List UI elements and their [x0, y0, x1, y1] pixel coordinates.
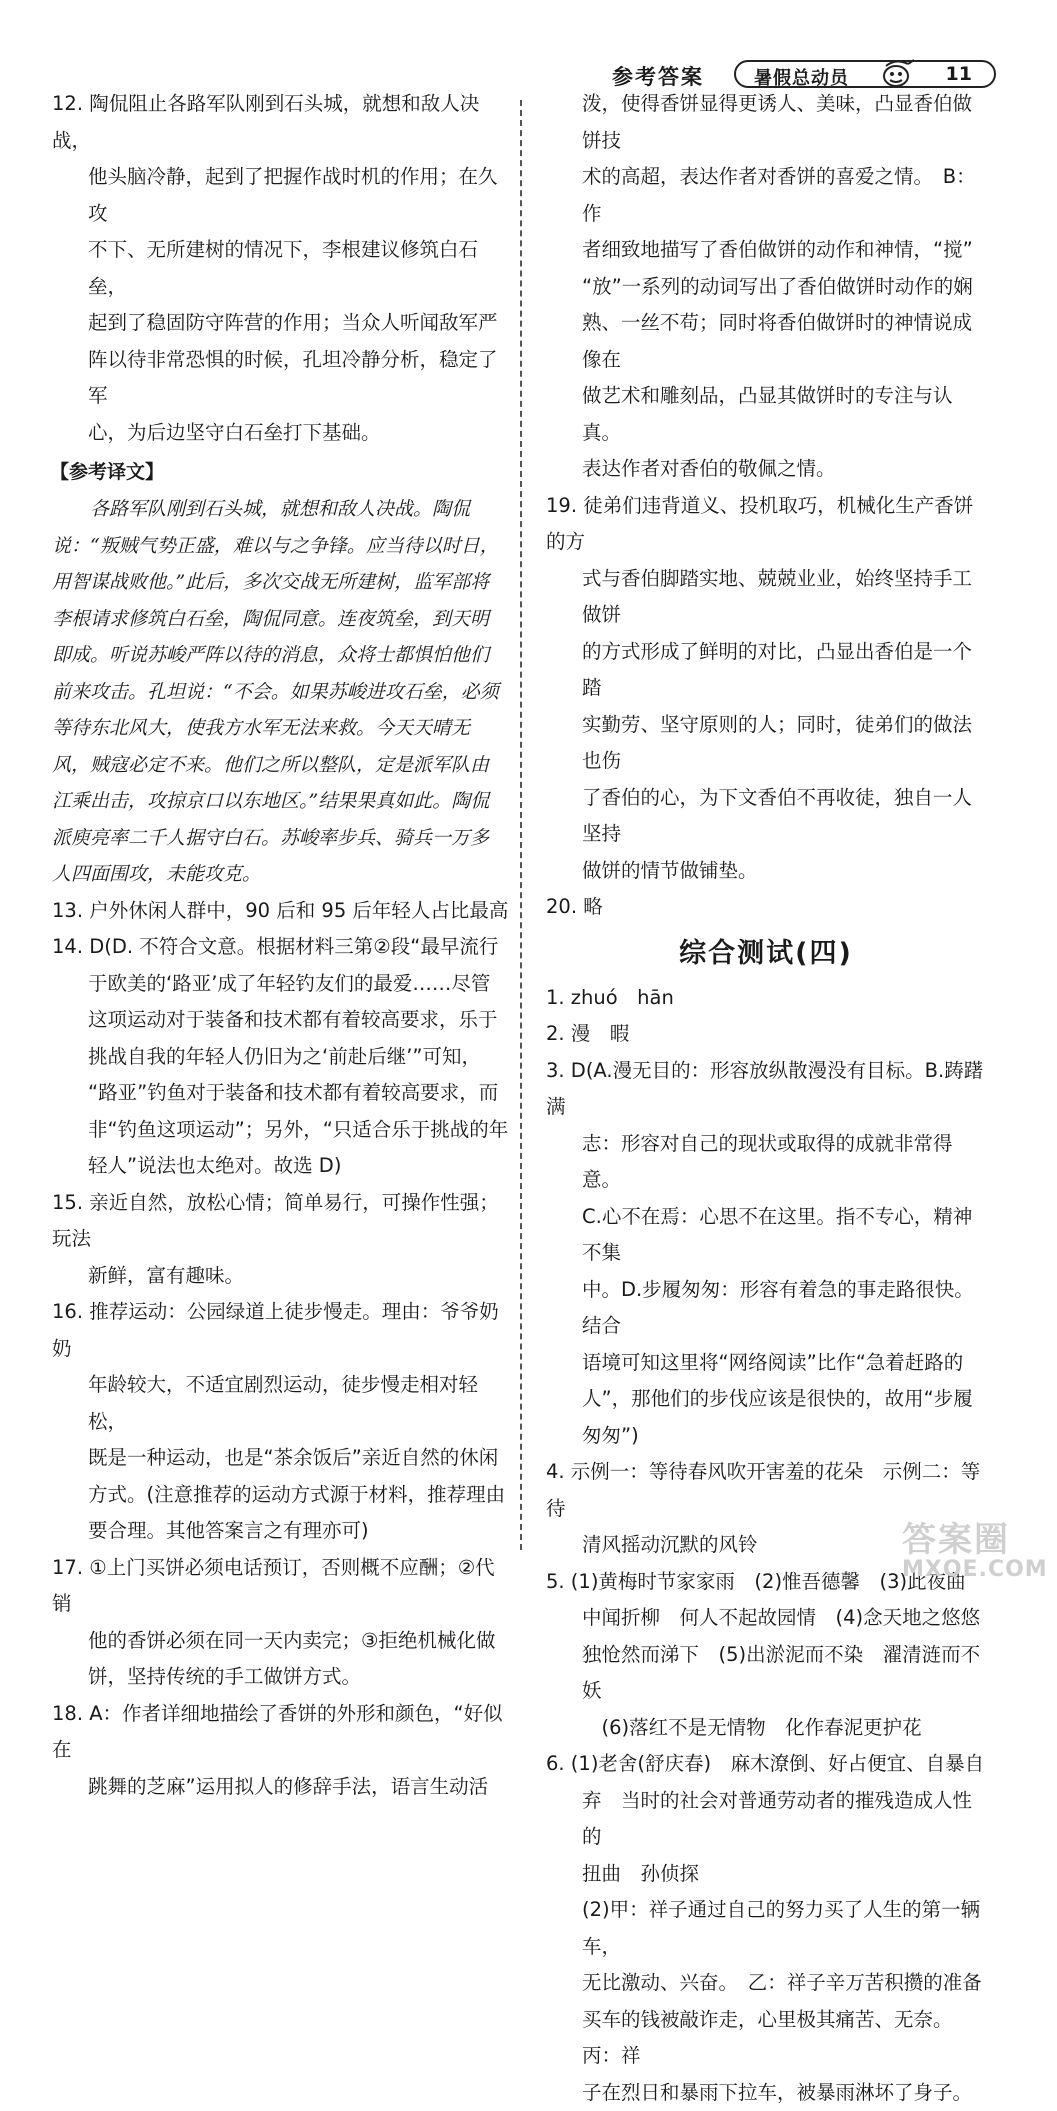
- translation-heading: 【参考译文】: [50, 453, 512, 491]
- column-divider: [520, 100, 522, 1550]
- header-series-title: 暑假总动员: [754, 64, 849, 90]
- text-line: 志：形容对自己的现状或取得的成就非常得意。: [546, 1126, 986, 1199]
- answer-15: [52, 1185, 512, 1295]
- text-line: 14. D(D. 不符合文意。根据材料三第②段“最早流行: [52, 929, 512, 966]
- text-line: 2. 漫 暇: [546, 1016, 986, 1053]
- text-line: 于欧美的‘路亚’成了年轻钓友们的最爱……尽管: [52, 966, 512, 1003]
- text-line: 挑战自我的年轻人仍旧为之‘前赴后继’”可知，: [52, 1039, 512, 1076]
- translation-line: 人四面围攻，未能攻克。: [52, 856, 512, 893]
- answer-18-continued: [546, 86, 986, 488]
- text-line: 中闻折柳 何人不起故园情 (4)念天地之悠悠: [546, 1600, 986, 1637]
- text-line: 年龄较大，不适宜剧烈运动，徒步慢走相对轻松，: [52, 1367, 512, 1440]
- answer-20: [546, 889, 986, 926]
- text-line: 3. D(A.漫无目的：形容放纵散漫没有目标。B.踌躇满: [546, 1053, 986, 1126]
- text-line: 中。D.步履匆匆：形容有着急的事走路很快。结合: [546, 1272, 986, 1345]
- text-line: “放”一系列的动词写出了香伯做饼时动作的娴: [546, 269, 986, 306]
- text-line: 跳舞的芝麻”运用拟人的修辞手法，语言生动活: [52, 1769, 512, 1806]
- text-line: C.心不在焉：心思不在这里。指不专心，精神不集: [546, 1199, 986, 1272]
- text-line: 无比激动、兴奋。 乙：祥子辛万苦积攒的准备: [546, 1965, 986, 2002]
- text-line: 16. 推荐运动：公园绿道上徒步慢走。理由：爷爷奶奶: [52, 1294, 512, 1367]
- text-line: 新鲜，富有趣味。: [52, 1258, 512, 1295]
- text-line: 泼，使得香饼显得更诱人、美味，凸显香伯做饼技: [546, 86, 986, 159]
- answer-14: [52, 929, 512, 1185]
- answer-19: [546, 488, 986, 890]
- text-line: (2)甲：祥子通过自己的努力买了人生的第一辆车，: [546, 1892, 986, 1965]
- text-line: 者细致地描写了香伯做饼的动作和神情，“搅”: [546, 232, 986, 269]
- text-line: (6)落红不是无情物 化作春泥更护花: [546, 1710, 986, 1747]
- text-line: 起到了稳固防守阵营的作用；当众人听闻敌军严: [52, 305, 512, 342]
- mascot-icon: [878, 56, 918, 90]
- text-line: 术的高超，表达作者对香饼的喜爱之情。 B：作: [546, 159, 986, 232]
- test4-answer-1: [546, 980, 986, 1017]
- test4-answer-6: [546, 1746, 986, 2111]
- text-line: 4. 示例一：等待春风吹开害羞的花朵 示例二：等待: [546, 1454, 986, 1527]
- text-line: 表达作者对香伯的敬佩之情。: [546, 451, 986, 488]
- text-line: 他头脑冷静，起到了把握作战时机的作用；在久攻: [52, 159, 512, 232]
- translation-line: 各路军队刚到石头城，就想和敌人决战。陶侃: [52, 491, 512, 528]
- translation-line: 说：“叛贼气势正盛，难以与之争锋。应当待以时日，: [52, 528, 512, 565]
- text-line: 匆匆”): [546, 1418, 986, 1455]
- translation-line: 前来攻击。孔坦说：“不会。如果苏峻进攻石垒，必须: [52, 674, 512, 711]
- answer-16: [52, 1294, 512, 1550]
- translation-line: 风，贼寇必定不来。他们之所以整队，定是派军队由: [52, 747, 512, 784]
- text-line: 人”，那他们的步伐应该是很快的，故用“步履: [546, 1381, 986, 1418]
- watermark-logo: [902, 1512, 1052, 1592]
- test4-answer-2: [546, 1016, 986, 1053]
- text-line: 12. 陶侃阻止各路军队刚到石头城，就想和敌人决战，: [52, 86, 512, 159]
- text-line: 实勤劳、坚守原则的人；同时，徒弟们的做法也伤: [546, 707, 986, 780]
- text-line: 弃 当时的社会对普通劳动者的摧残造成人性的: [546, 1783, 986, 1856]
- text-line: 6. (1)老舍(舒庆春) 麻木潦倒、好占便宜、自暴自: [546, 1746, 986, 1783]
- text-line: 18. A：作者详细地描绘了香饼的外形和颜色，“好似在: [52, 1696, 512, 1769]
- page-number: 11: [946, 63, 972, 85]
- text-line: 5. (1)黄梅时节家家雨 (2)惟吾德馨 (3)此夜曲: [546, 1564, 986, 1601]
- text-line: 轻人”说法也太绝对。故选 D): [52, 1148, 512, 1185]
- text-line: 他的香饼必须在同一天内卖完；③拒绝机械化做: [52, 1623, 512, 1660]
- text-line: 清风摇动沉默的风铃: [546, 1527, 986, 1564]
- section-title: 综合测试(四): [546, 932, 986, 976]
- text-line: 扭曲 孙侦探: [546, 1856, 986, 1893]
- text-line: 心，为后边坚守白石垒打下基础。: [52, 415, 512, 452]
- text-line: 15. 亲近自然，放松心情；简单易行，可操作性强；玩法: [52, 1185, 512, 1258]
- text-line: 语境可知这里将“网络阅读”比作“急着赶路的: [546, 1345, 986, 1382]
- answer-18: [52, 1696, 512, 1806]
- text-line: 方式。(注意推荐的运动方式源于材料，推荐理由: [52, 1477, 512, 1514]
- right-column: [546, 86, 986, 2111]
- watermark-url: MXQE.COM: [902, 1557, 1052, 1582]
- text-line: 不下、无所建树的情况下，李根建议修筑白石垒，: [52, 232, 512, 305]
- answer-17: [52, 1550, 512, 1696]
- answer-12: [52, 86, 512, 451]
- text-line: 独怆然而涕下 (5)出淤泥而不染 濯清涟而不妖: [546, 1637, 986, 1710]
- header-answers-label: 参考答案: [612, 61, 704, 91]
- text-line: 非“钓鱼这项运动”；另外，“只适合乐于挑战的年: [52, 1112, 512, 1149]
- translation-line: 即成。听说苏峻严阵以待的消息，众将士都惧怕他们: [52, 637, 512, 674]
- test4-answer-3: [546, 1053, 986, 1455]
- text-line: 做饼的情节做铺垫。: [546, 853, 986, 890]
- translation-line: 用智谋战败他。”此后，多次交战无所建树，监军部将: [52, 564, 512, 601]
- text-line: 20. 略: [546, 889, 986, 926]
- translation-block: [52, 491, 512, 893]
- text-line: 式与香伯脚踏实地、兢兢业业，始终坚持手工做饼: [546, 561, 986, 634]
- text-line: 了香伯的心，为下文香伯不再收徒，独自一人坚持: [546, 780, 986, 853]
- text-line: 13. 户外休闲人群中，90 后和 95 后年轻人占比最高: [52, 893, 512, 930]
- text-line: 1. zhuó hān: [546, 980, 986, 1017]
- text-line: 买车的钱被敲诈走，心里极其痛苦、无奈。 丙：祥: [546, 2002, 986, 2075]
- translation-line: 江乘出击，攻掠京口以东地区。”结果果真如此。陶侃: [52, 783, 512, 820]
- text-line: 做艺术和雕刻品，凸显其做饼时的专注与认真。: [546, 378, 986, 451]
- translation-line: 等待东北风大，使我方水军无法来救。今天天晴无: [52, 710, 512, 747]
- text-line: 阵以待非常恐惧的时候，孔坦冷静分析，稳定了军: [52, 342, 512, 415]
- text-line: 既是一种运动，也是“茶余饭后”亲近自然的休闲: [52, 1440, 512, 1477]
- answer-13: [52, 893, 512, 930]
- text-line: 子在烈日和暴雨下拉车，被暴雨淋坏了身子。: [546, 2075, 986, 2111]
- watermark-text: 答案圈: [902, 1512, 1052, 1561]
- header-series-pill: [734, 60, 996, 88]
- text-line: 熟、一丝不苟；同时将香伯做饼时的神情说成像在: [546, 305, 986, 378]
- text-line: 要合理。其他答案言之有理亦可): [52, 1513, 512, 1550]
- translation-line: 派庾亮率二千人据守白石。苏峻率步兵、骑兵一万多: [52, 820, 512, 857]
- text-line: 的方式形成了鲜明的对比，凸显出香伯是一个踏: [546, 634, 986, 707]
- text-line: “路亚”钓鱼对于装备和技术都有着较高要求，而: [52, 1075, 512, 1112]
- translation-line: 李根请求修筑白石垒，陶侃同意。连夜筑垒，到天明: [52, 601, 512, 638]
- left-column: [52, 86, 512, 1805]
- text-line: 这项运动对于装备和技术都有着较高要求，乐于: [52, 1002, 512, 1039]
- text-line: 17. ①上门买饼必须电话预订，否则概不应酬；②代销: [52, 1550, 512, 1623]
- text-line: 饼，坚持传统的手工做饼方式。: [52, 1659, 512, 1696]
- text-line: 19. 徒弟们违背道义、投机取巧，机械化生产香饼的方: [546, 488, 986, 561]
